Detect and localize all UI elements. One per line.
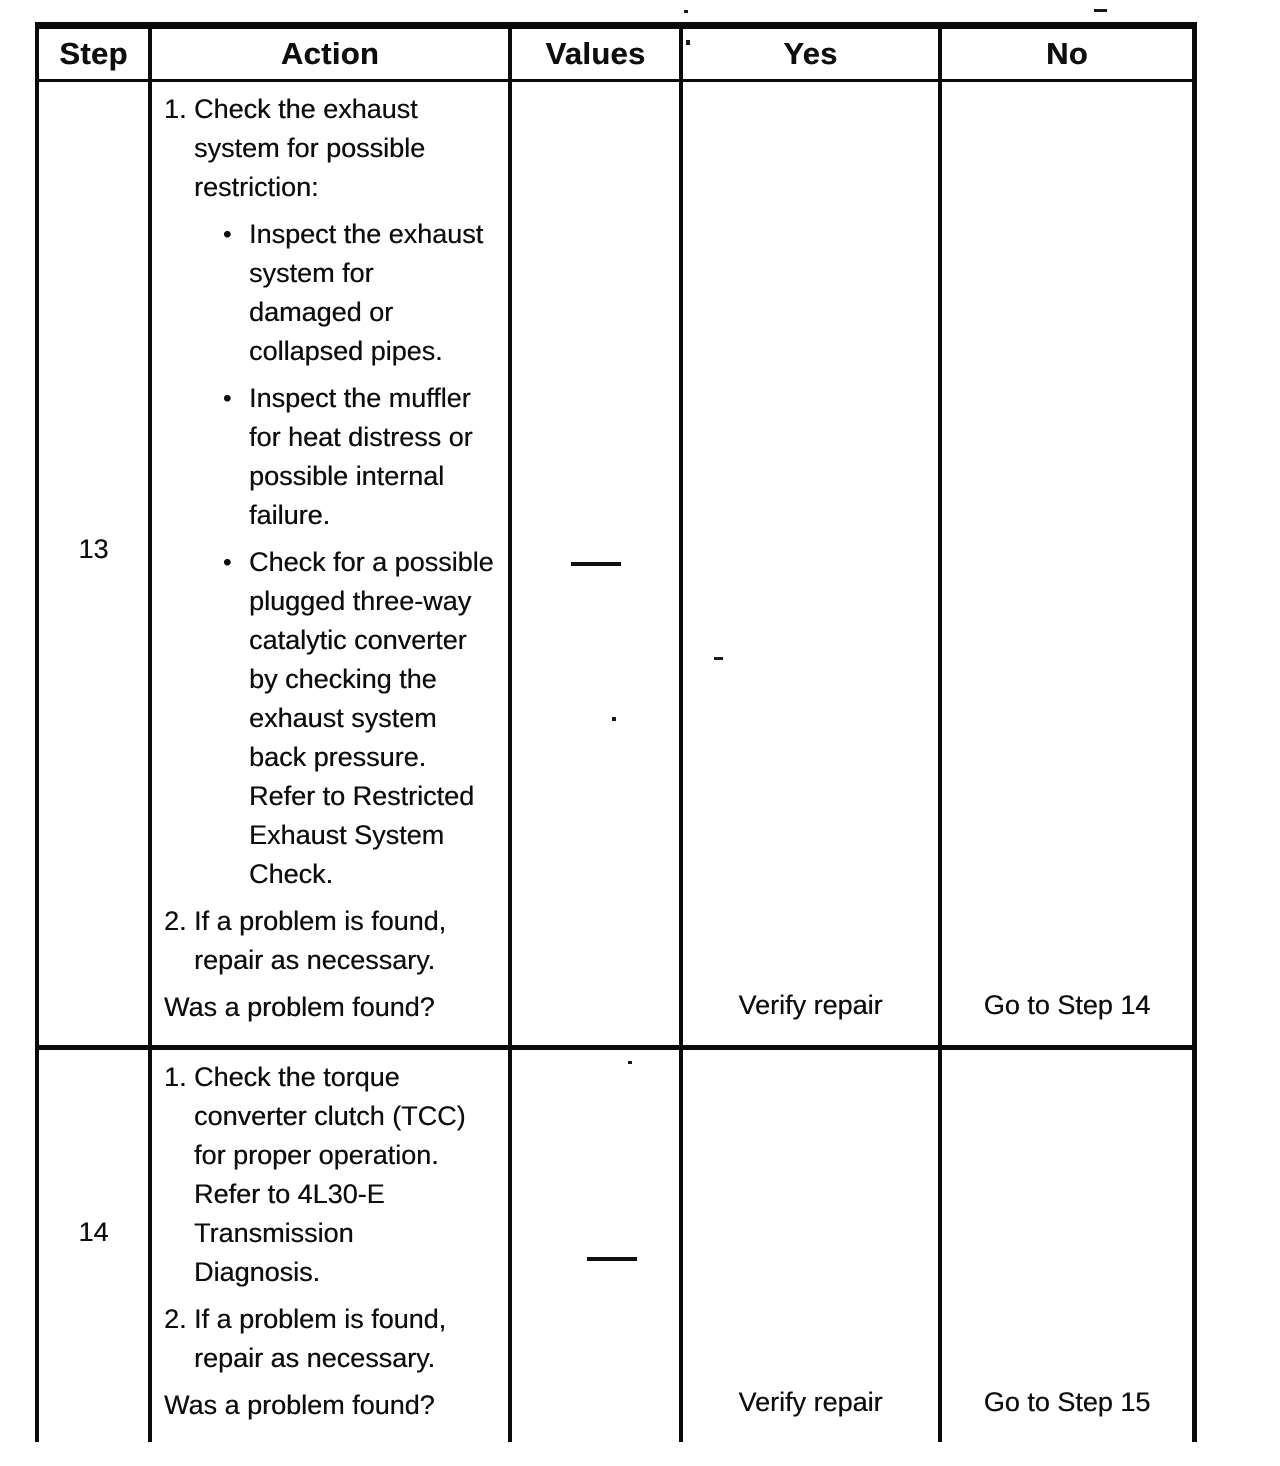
column-header-values: Values	[512, 29, 683, 79]
list-number: 2.	[164, 1304, 187, 1334]
values-cell	[512, 82, 683, 1045]
bullet-item	[164, 379, 500, 535]
step-cell	[39, 82, 152, 1045]
numbered-item	[164, 90, 500, 207]
action-line: Transmission	[194, 1218, 354, 1248]
item-text	[194, 90, 425, 207]
action-line: Refer to 4L30-E	[194, 1179, 385, 1209]
scan-artifact-dot	[684, 10, 688, 13]
diagnostic-table	[35, 22, 1197, 1442]
action-line: collapsed pipes.	[249, 336, 443, 366]
numbered-item	[164, 1300, 500, 1378]
no-text: Go to Step 14	[983, 990, 1151, 1020]
action-line: plugged three-way	[249, 586, 472, 616]
item-text	[194, 1058, 466, 1292]
action-line: repair as necessary.	[194, 945, 436, 975]
item-text	[249, 215, 483, 371]
table-row-step-14	[39, 1050, 1192, 1442]
action-line: Check the torque	[194, 1062, 400, 1092]
list-number: 1.	[164, 94, 187, 124]
column-header-action: Action	[152, 29, 512, 79]
bullet-icon: •	[223, 549, 232, 576]
action-line: repair as necessary.	[194, 1343, 436, 1373]
table-row-step-13	[39, 82, 1192, 1050]
yes-cell	[683, 82, 942, 1045]
bullet-item	[164, 215, 500, 371]
action-line: system for possible	[194, 133, 426, 163]
action-line: catalytic converter	[249, 625, 467, 655]
action-question: Was a problem found?	[164, 992, 435, 1022]
scan-artifact-dot	[612, 717, 616, 721]
values-dash	[587, 1257, 637, 1261]
column-header-step: Step	[39, 29, 152, 79]
numbered-item	[164, 1058, 500, 1292]
numbered-item	[164, 902, 500, 980]
action-line: for heat distress or	[249, 422, 473, 452]
item-text	[194, 902, 446, 980]
item-text	[249, 543, 494, 894]
bullet-item	[164, 543, 500, 894]
action-line: possible internal	[249, 461, 445, 491]
action-question: Was a problem found?	[164, 1390, 435, 1420]
action-line: restriction:	[194, 172, 319, 202]
action-line: converter clutch (TCC)	[194, 1101, 466, 1131]
action-line: Check the exhaust	[194, 94, 418, 124]
values-cell	[512, 1050, 683, 1442]
action-line: Refer to Restricted	[249, 781, 475, 811]
action-cell	[152, 1050, 512, 1442]
scan-artifact-dot	[714, 657, 723, 660]
action-line: back pressure.	[249, 742, 427, 772]
action-line: Check.	[249, 859, 334, 889]
action-line: Check for a possible	[249, 547, 494, 577]
step-cell	[39, 1050, 152, 1442]
item-text	[194, 1300, 446, 1378]
list-number: 1.	[164, 1062, 187, 1092]
column-header-no: No	[1046, 36, 1088, 71]
action-line: Exhaust System	[249, 820, 445, 850]
scan-artifact-dot	[628, 1061, 632, 1064]
step-number: 13	[78, 534, 109, 564]
action-line: damaged or	[249, 297, 394, 327]
no-cell	[942, 82, 1192, 1045]
scan-artifact-dot	[686, 40, 690, 45]
action-line: Inspect the muffler	[249, 383, 471, 413]
action-line: exhaust system	[249, 703, 437, 733]
no-text: Go to Step 15	[983, 1387, 1151, 1417]
yes-cell	[683, 1050, 942, 1442]
bullet-icon: •	[223, 385, 232, 412]
action-line: system for	[249, 258, 374, 288]
yes-text: Verify repair	[738, 1387, 883, 1417]
action-cell	[152, 82, 512, 1045]
step-number: 14	[78, 1216, 109, 1247]
action-line: If a problem is found,	[194, 906, 447, 936]
values-dash	[571, 562, 621, 566]
action-line: Inspect the exhaust	[249, 219, 484, 249]
action-line: Diagnosis.	[194, 1257, 321, 1287]
table-header-row	[39, 29, 1192, 82]
action-line: failure.	[249, 500, 331, 530]
action-line: for proper operation.	[194, 1140, 439, 1170]
list-number: 2.	[164, 906, 187, 936]
column-header-yes: Yes	[683, 29, 942, 79]
no-cell	[942, 1050, 1192, 1442]
bullet-icon: •	[223, 221, 232, 248]
action-line: If a problem is found,	[194, 1304, 447, 1334]
item-text	[249, 379, 473, 535]
action-line: by checking the	[249, 664, 437, 694]
scan-artifact-dot	[1094, 9, 1107, 12]
yes-text: Verify repair	[738, 990, 883, 1020]
